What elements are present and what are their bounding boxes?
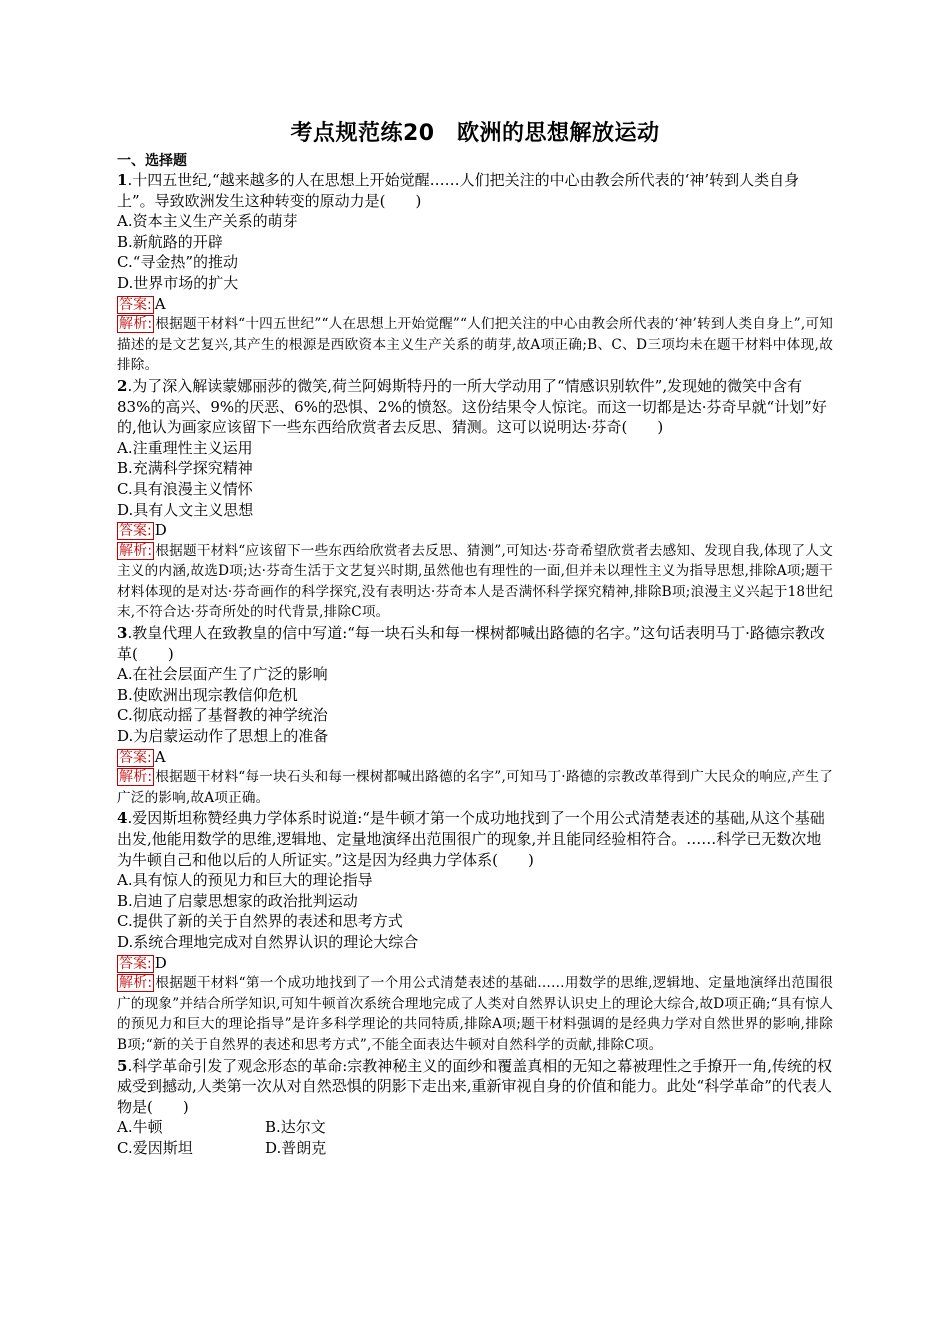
section-heading: 一、选择题 <box>117 153 187 169</box>
question-block <box>117 808 833 1055</box>
option: A.注重理性主义运用 <box>117 438 253 457</box>
option: D.世界市场的扩大 <box>117 273 239 292</box>
explain-tag: 解析: <box>119 975 153 992</box>
page-title: 考点规范练20 欧洲的思想解放运动 <box>290 121 660 146</box>
option: A.牛顿 <box>117 1118 163 1137</box>
option: A.在社会层面产生了广泛的影响 <box>117 665 328 684</box>
answer-tag: 答案: <box>119 749 152 766</box>
option: D.为启蒙运动作了思想上的准备 <box>117 727 329 746</box>
option: A.具有惊人的预见力和巨大的理论指导 <box>117 871 373 890</box>
option: B.新航路的开辟 <box>117 232 223 251</box>
question-number: 5 <box>117 1056 128 1075</box>
explanation: 解析: 根据题干材料“每一块石头和每一棵树都喊出路德的名字”,可知马丁·路德的宗教改革得到广大民众的响应,产生了广泛的影响,故A项正确。 <box>117 769 833 806</box>
answer-tag: 答案: <box>119 296 152 313</box>
answer-value: A <box>154 294 166 313</box>
explanation: 解析: 根据题干材料“第一个成功地找到了一个用公式清楚表述的基础……用数学的思维,逻辑地、定量地演绎出范围很广的现象”并结合所学知识,可知牛顿首次系统合理地完成了人类对自然界认识史上的理论大综合,故D项正确;“具有惊人的预见力和巨大的理论指导”是许多科学理论的共同特质,排除A项;题干材料强调的是经典力学对自然世界的影响,排除B项;“新的关于自然界的表述和思考方式”,不能全面表达牛顿对自然科学的贡献,排除C项。 <box>117 975 833 1053</box>
option: D.普朗克 <box>265 1138 327 1157</box>
question-block <box>117 376 833 623</box>
question-block <box>117 1056 833 1159</box>
option-row <box>117 1138 833 1159</box>
answer-tag: 答案: <box>119 523 152 540</box>
answer-line <box>117 747 833 768</box>
option: C.“寻金热”的推动 <box>117 253 239 272</box>
option: D.系统合理地完成对自然界认识的理论大综合 <box>117 932 419 951</box>
question-number: 3 <box>117 624 128 643</box>
option: C.提供了新的关于自然界的表述和思考方式 <box>117 912 403 931</box>
question-stem: 2.为了深入解读蒙娜丽莎的微笑,荷兰阿姆斯特丹的一所大学动用了“情感识别软件”,发现她的微笑中含有83%的高兴、9%的厌恶、6%的恐惧、2%的愤怒。这份结果令人惊诧。而这一切都是达·芬奇早就“计划”好的,他认为画家应该留下一些东西给欣赏者去反思、猜测。这可以说明达·芬奇( ) <box>117 376 827 437</box>
question-block <box>117 623 833 808</box>
answer-value: D <box>154 521 167 540</box>
question-number: 1 <box>117 171 128 189</box>
option: C.具有浪漫主义情怀 <box>117 479 253 498</box>
option: A.资本主义生产关系的萌芽 <box>117 212 298 231</box>
question-stem: 5.科学革命引发了观念形态的革命:宗教神秘主义的面纱和覆盖真相的无知之幕被理性之手撩开一角,传统的权威受到撼动,人类第一次从对自然恐惧的阴影下走出来,重新审视自身的价值和能力。此处“科学革命”的代表人物是( ) <box>117 1056 833 1116</box>
explain-tag: 解析: <box>119 769 153 786</box>
answer-line <box>117 953 833 974</box>
option: D.具有人文主义思想 <box>117 500 254 519</box>
document-page <box>117 118 833 1159</box>
answer-value: D <box>154 953 167 972</box>
question-number: 2 <box>117 376 128 395</box>
option: B.达尔文 <box>265 1118 326 1137</box>
explanation: 解析: 根据题干材料“应该留下一些东西给欣赏者去反思、猜测”,可知达·芬奇希望欣赏者去感知、发现自我,体现了人文主义的内涵,故选D项;达·芬奇生活于文艺复兴时期,虽然他也有理性的一面,但并未以理性主义为指导思想,排除A项;题干材料体现的是对达·芬奇画作的科学探究,没有表明达·芬奇本人是否满怀科学探究精神,排除B项;浪漫主义兴起于18世纪末,不符合达·芬奇所处的时代背景,排除C项。 <box>117 542 833 621</box>
answer-value: A <box>154 747 166 766</box>
answer-tag: 答案: <box>119 955 152 972</box>
answer-line <box>117 294 833 315</box>
answer-line <box>117 520 833 541</box>
question-stem: 3.教皇代理人在致教皇的信中写道:“每一块石头和每一棵树都喊出路德的名字。”这句话表明马丁·路德宗教改革( ) <box>117 624 825 663</box>
option: B.充满科学探究精神 <box>117 459 253 478</box>
option: C.彻底动摇了基督教的神学统治 <box>117 706 328 725</box>
question-number: 4 <box>117 809 128 828</box>
explain-tag: 解析: <box>119 316 153 333</box>
explanation: 解析: 根据题干材料“十四五世纪”“人在思想上开始觉醒”“人们把关注的中心由教会所代表的‘神’转到人类自身上”,可知描述的是文艺复兴,其产生的根源是西欧资本主义生产关系的萌芽,故A项正确;B、C、D三项均未在题干材料中体现,故排除。 <box>117 316 833 374</box>
question-stem: 1.十四五世纪,“越来越多的人在思想上开始觉醒……人们把关注的中心由教会所代表的‘神’转到人类自身上”。导致欧洲发生这种转变的原动力是( ) <box>117 171 800 210</box>
option-row <box>117 1117 833 1138</box>
explain-tag: 解析: <box>119 542 153 559</box>
option: C.爱因斯坦 <box>117 1138 193 1157</box>
question-block <box>117 170 833 376</box>
question-stem: 4.爱因斯坦称赞经典力学体系时说道:“是牛顿才第一个成功地找到了一个用公式清楚表述的基础,从这个基础出发,他能用数学的思维,逻辑地、定量地演绎出范围很广的现象,并且能同经验相符合。……科学已无数次地为牛顿自己和他以后的人所证实。”这是因为经典力学体系( ) <box>117 809 825 869</box>
option: B.使欧洲出现宗教信仰危机 <box>117 685 298 704</box>
option: B.启迪了启蒙思想家的政治批判运动 <box>117 891 358 910</box>
